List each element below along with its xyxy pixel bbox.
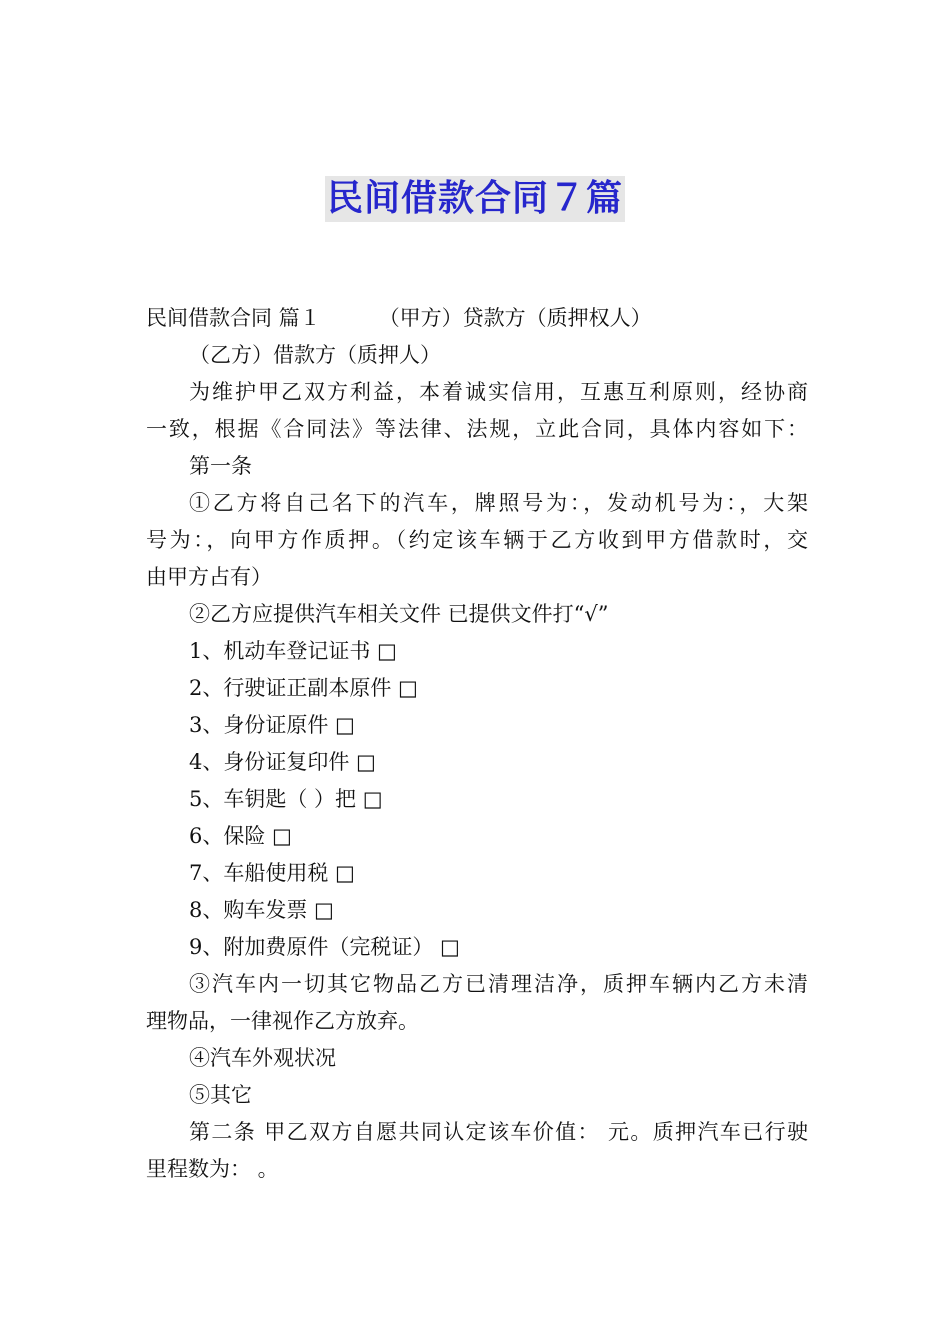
- clause-1-line-2: 号为：，向甲方作质押。（约定该车辆于乙方收到甲方借款时，交: [146, 528, 808, 552]
- title-wrap: [0, 176, 950, 222]
- list-item: 8、购车发票 □: [189, 898, 334, 922]
- clause-1-line-1: ①乙方将自己名下的汽车，牌照号为：，发动机号为：，大架: [189, 491, 808, 515]
- list-item: 6、保险 □: [189, 824, 292, 848]
- party-a-label: （甲方）贷款方（质押权人）: [378, 306, 652, 330]
- clause-3-line-1: ③汽车内一切其它物品乙方已清理洁净，质押车辆内乙方未清: [189, 972, 808, 996]
- clause-1-line-3: 由甲方占有）: [146, 565, 272, 589]
- list-item: 1、机动车登记证书 □: [189, 639, 397, 663]
- contract-number-label: 民间借款合同 篇１: [146, 306, 321, 330]
- document-body: [146, 300, 808, 1188]
- clause-2-text: ②乙方应提供汽车相关文件 已提供文件打“√”: [189, 602, 609, 626]
- article-two-line-1: 第二条 甲乙双方自愿共同认定该车价值： 元。质押汽车已行驶: [189, 1120, 808, 1144]
- party-b-label: （乙方）借款方（质押人）: [189, 343, 441, 367]
- document-title: 民间借款合同７篇: [325, 176, 625, 222]
- clause-3-line-2: 理物品，一律视作乙方放弃。: [146, 1009, 419, 1033]
- list-item: 5、车钥匙（ ）把 □: [189, 787, 383, 811]
- list-item: 9、附加费原件（完税证） □: [189, 935, 460, 959]
- list-item: 2、行驶证正副本原件 □: [189, 676, 418, 700]
- paragraph-preamble-line-2: 一致，根据《合同法》等法律、法规，立此合同，具体内容如下：: [146, 417, 808, 441]
- article-two-line-2: 里程数为： 。: [146, 1157, 279, 1181]
- clause-5-text: ⑤其它: [189, 1083, 252, 1107]
- list-item: 3、身份证原件 □: [189, 713, 355, 737]
- article-one-heading: 第一条: [189, 454, 252, 478]
- paragraph-preamble-line-1: 为维护甲乙双方利益，本着诚实信用，互惠互利原则，经协商: [189, 380, 808, 404]
- list-item: 7、车船使用税 □: [189, 861, 355, 885]
- list-item: 4、身份证复印件 □: [189, 750, 376, 774]
- paragraph-contract-heading: [146, 300, 808, 337]
- clause-4-text: ④汽车外观状况: [189, 1046, 336, 1070]
